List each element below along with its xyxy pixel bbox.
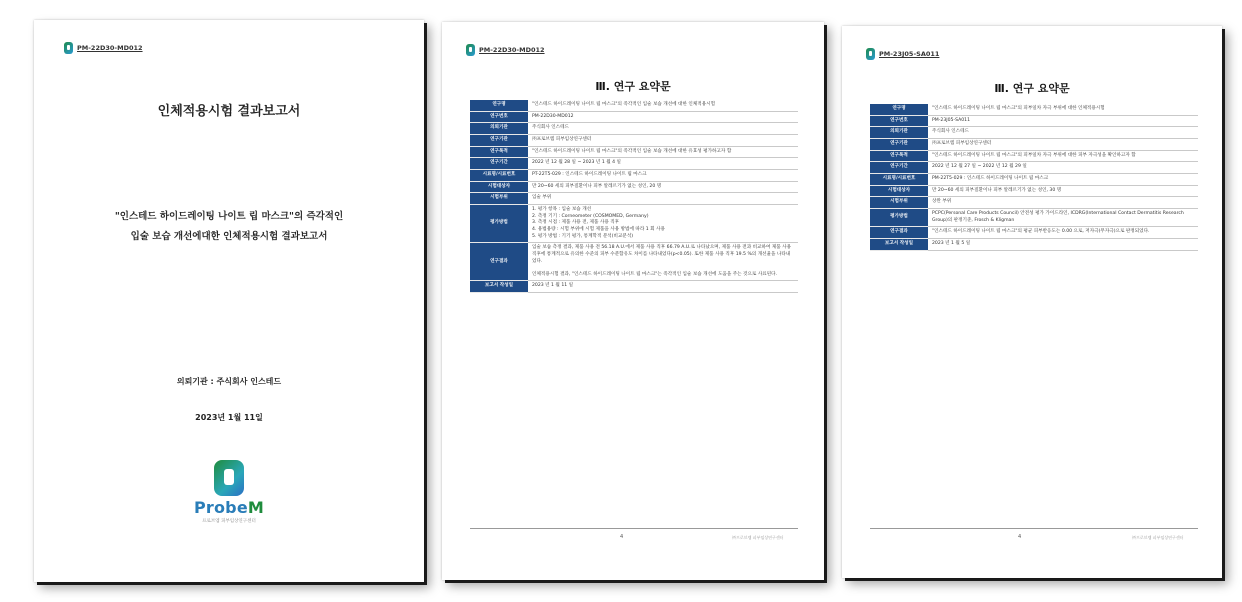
- probem-logo: [34, 460, 424, 524]
- summary-row: [870, 127, 1198, 139]
- summary-row: [470, 281, 798, 293]
- summary-title: Ⅲ. 연구 요약문: [994, 82, 1070, 95]
- summary-row-key: 보고서 작성일: [870, 238, 928, 250]
- summary-row-value: PM-22T5-029 : 인스테드 하이드레이팅 나이트 립 마스크: [928, 173, 1198, 185]
- report-title: 인체적용시험 결과보고서: [157, 104, 301, 119]
- summary-row-value: PM-22D30-MD012: [528, 111, 798, 123]
- summary-row-key: 연구목적: [870, 150, 928, 162]
- summary-row-value: 입술 보습 측정 결과, 제품 사용 전 56.18 A.U.에서 제품 사용 직후 66.79 A.U.로 나타났으며, 제품 사용 전과 비교하여 제품 사용 직후에 통계적으로 유의한 수준의 피부 수분함유도 차이를 나타내었다(p<0.05). 또한 제품 사용 직후 19.5 %의 개선율을 나타내었다. 인체적용시험 결과, "인스테드 하이드레이팅 나이트 립 마스크"는 즉각적인 입술 보습 개선에 도움을 주는 것으로 사료된다.: [528, 243, 798, 281]
- footer-divider: [470, 528, 798, 529]
- summary-row: [470, 204, 798, 242]
- summary-row: [870, 162, 1198, 174]
- report-subtitle-line1: "인스테드 하이드레이팅 나이트 립 마스크"의 즉각적인: [114, 211, 344, 222]
- probem-mini-logo-icon: [64, 42, 73, 54]
- summary-row: [870, 115, 1198, 127]
- summary-title: Ⅲ. 연구 요약문: [595, 80, 671, 93]
- summary-row-value: 입술 부위: [528, 193, 798, 205]
- summary-row: [870, 238, 1198, 250]
- summary-row-value: 2022 년 12 월 27 일 ~ 2022 년 12 월 29 일: [928, 162, 1198, 174]
- doc-code: PM-22D30-MD012: [466, 44, 545, 56]
- summary-table: [870, 104, 1198, 251]
- summary-row-value: 주식회사 인스테드: [928, 127, 1198, 139]
- summary-row-key: 연구번호: [870, 115, 928, 127]
- summary-row: [870, 185, 1198, 197]
- logo-subtitle: 프로브엠 피부임상연구센터: [202, 519, 256, 524]
- footer-divider: [870, 528, 1198, 529]
- summary-row-key: 시료명/시료번호: [470, 169, 528, 181]
- page-number: 4: [620, 534, 624, 540]
- summary-page-md012: [442, 22, 824, 580]
- summary-row: [470, 193, 798, 205]
- summary-row: [470, 100, 798, 111]
- summary-row-key: 평가방법: [470, 204, 528, 242]
- summary-row-value: "인스테드 하이드레이팅 나이트 립 마스크"의 피부일차 자극 부위에 대한 피부 자극성을 확인하고자 함: [928, 150, 1198, 162]
- summary-row: [870, 208, 1198, 226]
- summary-row: [470, 146, 798, 158]
- summary-row-value: 1. 평가 항목 : 입술 보습 개선 2. 측정 기기 : Corneometer (COSMOMED, Germany) 3. 측정 시점 : 제품 사용 전, 제품 사용 직후 4. 용법용량 : 시험 부위에 시험 제품을 사용 방법에 따라 1 회 사용 5. 평가 방법 : 기기 평가, 통계학적 분석(비교분석): [528, 204, 798, 242]
- summary-row: [470, 158, 798, 170]
- summary-row-value: ㈜프로브엠 피부임상연구센터: [928, 138, 1198, 150]
- summary-row-key: 연구결과: [470, 243, 528, 281]
- summary-row-key: 연구결과: [870, 227, 928, 239]
- summary-row-key: 연구목적: [470, 146, 528, 158]
- summary-row-value: 주식회사 인스테드: [528, 123, 798, 135]
- footer-org: ㈜프로브엠 피부임상연구센터: [732, 535, 784, 540]
- report-date: 2023년 1월 11일: [195, 413, 263, 422]
- report-subtitle-line2: 입술 보습 개선에대한 인체적용시험 결과보고서: [130, 231, 328, 242]
- summary-row-key: 시험대상자: [870, 185, 928, 197]
- page-number: 4: [1018, 534, 1022, 540]
- summary-row-key: 의뢰기관: [470, 123, 528, 135]
- probem-mini-logo-icon: [466, 44, 475, 56]
- summary-row-value: "인스테드 하이드레이팅 나이트 립 마스크"의 즉각적인 입술 보습 개선에 대한 유효성 평가하고자 함: [528, 146, 798, 158]
- summary-row: [470, 169, 798, 181]
- summary-row: [870, 138, 1198, 150]
- summary-row-value: 2022 년 12 월 28 일 ~ 2023 년 1 월 4 일: [528, 158, 798, 170]
- summary-row-value: 2023 년 1 월 11 일: [528, 281, 798, 293]
- probem-logo-icon: [214, 460, 244, 496]
- summary-row-key: 시험대상자: [470, 181, 528, 193]
- summary-row-value: 만 20~60 세의 피부질환이나 피부 알레르기가 없는 성인, 30 명: [928, 185, 1198, 197]
- summary-page-sa011: [842, 26, 1222, 578]
- doc-code: PM-23J05-SA011: [866, 48, 939, 60]
- summary-row-value: "인스테드 하이드레이팅 나이트 립 마스크"의 즉각적인 입술 보습 개선에 대한 인체적용시험: [528, 100, 798, 111]
- summary-row: [870, 227, 1198, 239]
- summary-row-value: PCPC(Personal Care Products Council) 안전성 평가 가이드라인, ICDRG(International Contact Dermatitis Research Group)의 판정기준, Frosch & Kligman: [928, 208, 1198, 226]
- summary-row-value: "인스테드 하이드레이팅 나이트 립 마스크"의 피부일차 자극 부위에 대한 인체적용시험: [928, 104, 1198, 115]
- summary-row: [470, 123, 798, 135]
- doc-code: PM-22D30-MD012: [64, 42, 143, 54]
- summary-row-key: 의뢰기관: [870, 127, 928, 139]
- summary-row: [470, 181, 798, 193]
- summary-row-key: 보고서 작성일: [470, 281, 528, 293]
- summary-row-value: 만 20~60 세의 피부질환이나 피부 알레르기가 없는 성인, 20 명: [528, 181, 798, 193]
- summary-row-value: "인스테드 하이드레이팅 나이트 립 마스크"의 평균 피부반응도는 0.00 으로, 저자극(무자극)으로 판정되었다.: [928, 227, 1198, 239]
- summary-row: [870, 197, 1198, 209]
- summary-row-key: 연구명: [870, 104, 928, 115]
- summary-row-key: 평가방법: [870, 208, 928, 226]
- summary-row-key: 연구번호: [470, 111, 528, 123]
- summary-row: [470, 243, 798, 281]
- probem-mini-logo-icon: [866, 48, 875, 60]
- summary-row: [470, 111, 798, 123]
- summary-row-key: 연구명: [470, 100, 528, 111]
- client-line: 의뢰기관 : 주식회사 인스테드: [176, 377, 282, 386]
- summary-row-key: 연구기간: [870, 162, 928, 174]
- summary-row-key: 연구기간: [470, 158, 528, 170]
- summary-row-value: PM-23J05-SA011: [928, 115, 1198, 127]
- summary-row-value: ㈜프로브엠 피부임상연구센터: [528, 134, 798, 146]
- summary-row-value: PT-22T5-029 : 인스테드 하이드레이팅 나이트 립 마스크: [528, 169, 798, 181]
- summary-row: [470, 134, 798, 146]
- summary-row-key: 시험부위: [870, 197, 928, 209]
- summary-row-value: 상완 부위: [928, 197, 1198, 209]
- summary-row: [870, 173, 1198, 185]
- logo-word-a: Probe: [193, 498, 248, 517]
- footer-org: ㈜프로브엠 피부임상연구센터: [1132, 535, 1184, 540]
- summary-row: [870, 104, 1198, 115]
- summary-row-key: 시험부위: [470, 193, 528, 205]
- summary-row-value: 2023 년 1 월 5 일: [928, 238, 1198, 250]
- report-cover-page: [34, 20, 424, 582]
- logo-word-b: M: [247, 498, 265, 517]
- summary-row-key: 시료명/시료번호: [870, 173, 928, 185]
- summary-row: [870, 150, 1198, 162]
- summary-row-key: 연구기관: [870, 138, 928, 150]
- summary-row-key: 연구기관: [470, 134, 528, 146]
- summary-table: [470, 100, 798, 293]
